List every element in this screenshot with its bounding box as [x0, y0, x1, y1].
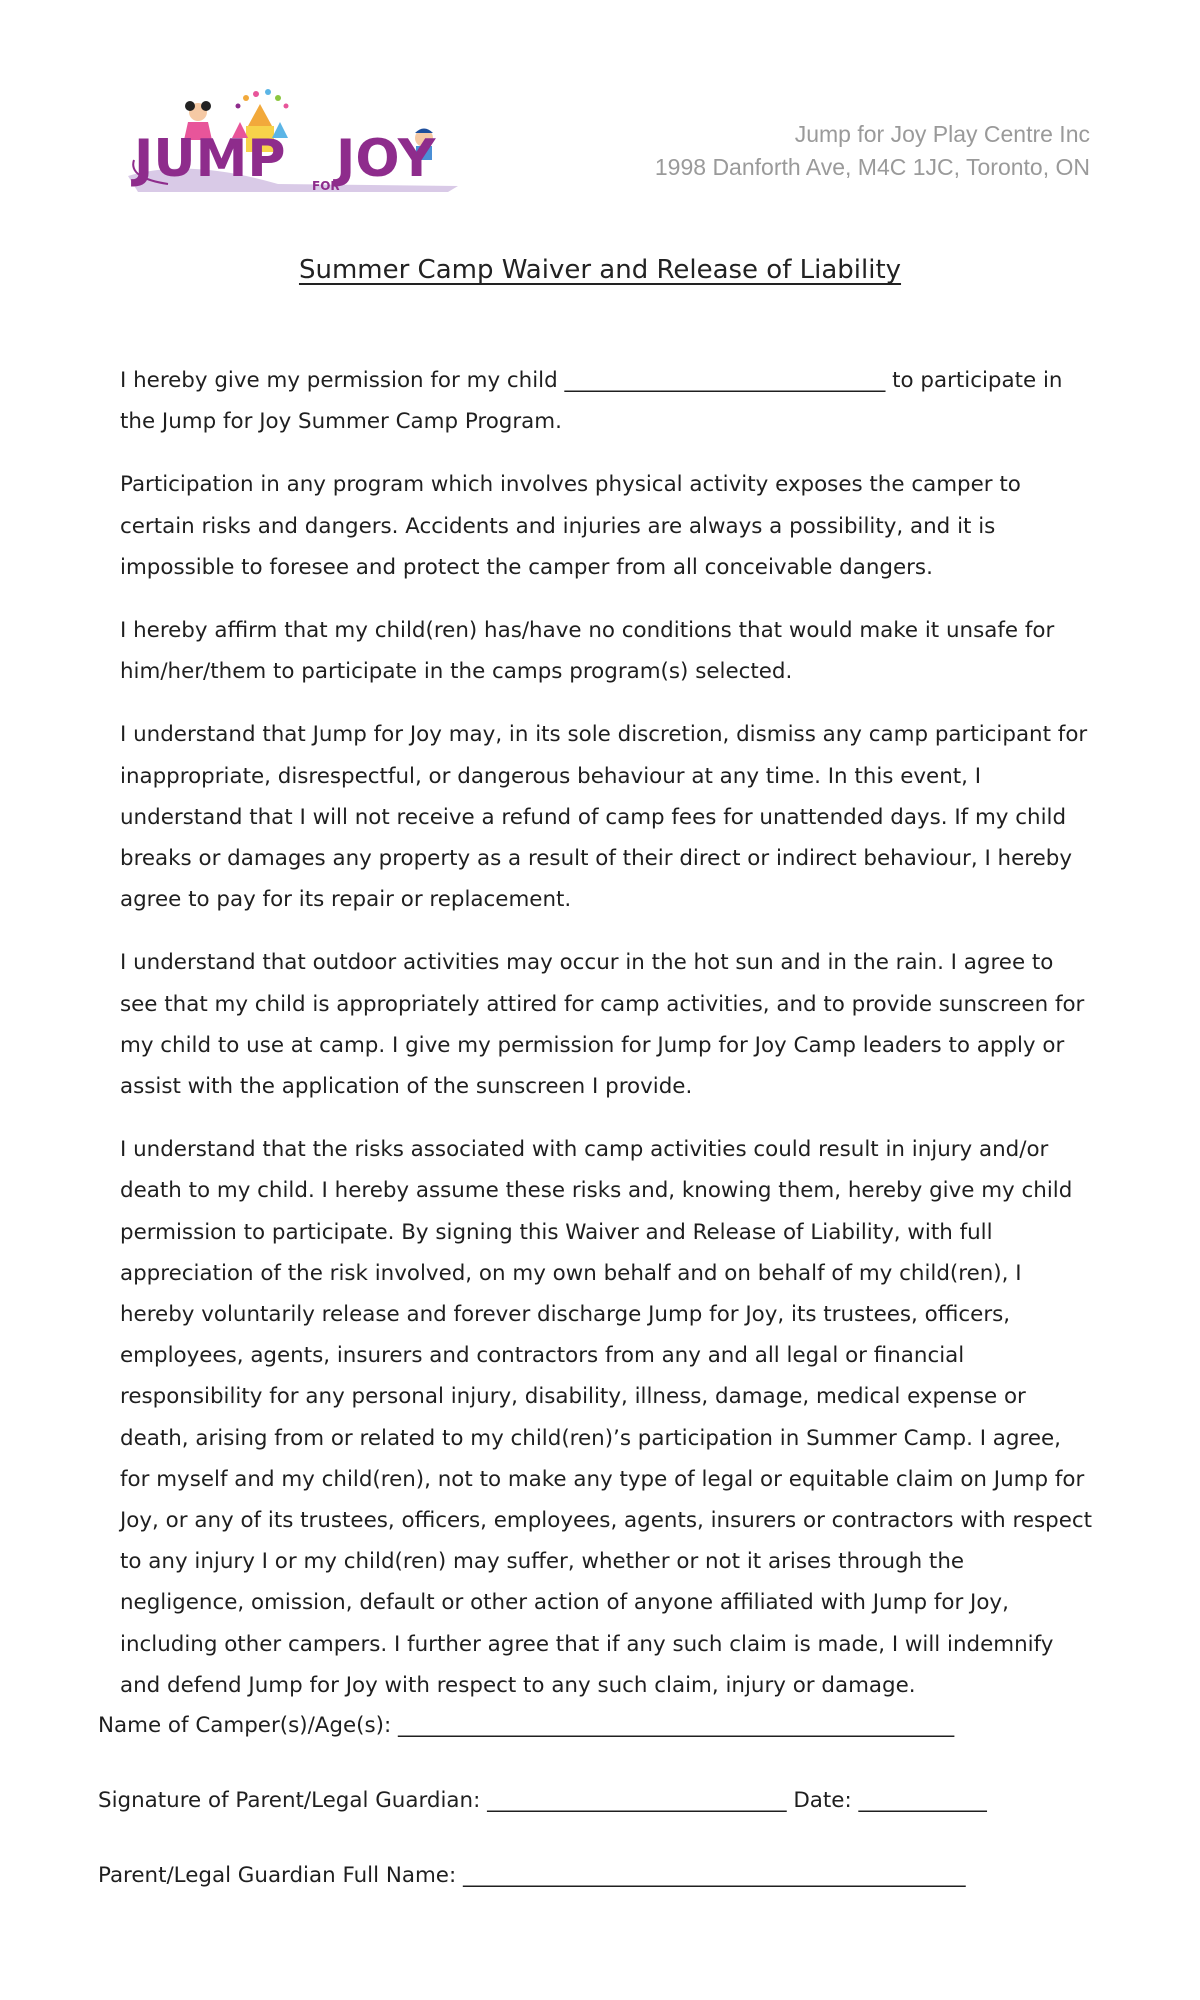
company-info [655, 118, 1090, 184]
paragraph-risks: Participation in any program which involves physical activity exposes the camper to certain risks and dangers. Accidents and injuries are always a possibility, and it is impossible to foresee and protect the camper from all conceivable dangers. [120, 472, 1021, 580]
company-address: 1998 Danforth Ave, M4C 1JC, Toronto, ON [654, 154, 1090, 180]
paragraph-dismissal-policy: I understand that Jump for Joy may, in its sole discretion, dismiss any camp participant for inappropriate, disrespectful, or dangerous behaviour at any time. In this event, I understand that I will not receive a refund of camp fees for unattended days. If my child breaks or damages any property as a result of their direct or indirect behaviour, I hereby agree to pay for its repair or replacement. [120, 722, 1088, 913]
logo-word-jump: JUMP [134, 129, 286, 189]
logo-word-for: FOR [312, 179, 340, 193]
waiver-body [120, 360, 1095, 1728]
paragraph-release-of-liability: I understand that the risks associated with camp activities could result in injury and/or death to my child. I hereby assume these risks and, knowing them, hereby give my child permission to participate. By signing this Waiver and Release of Liability, with full appreciation of the risk involved, on my own behalf and on behalf of my child(ren), I hereby voluntarily release and forever discharge Jump for Joy, its trustees, officers, employees, agents, insurers and contractors from any and all legal or financial responsibility for any personal injury, disability, illness, damage, medical expense or death, arising from or related to my child(ren)’s participation in Summer Camp. I agree, for myself and my child(ren), not to make any type of legal or equitable claim on Jump for Joy, or any of its trustees, officers, employees, agents, insurers or contractors with respect to any injury I or my child(ren) may suffer, whether or not it arises through the negligence, omission, default or other action of anyone affiliated with Jump for Joy, including other campers. I further agree that if any such claim is made, I will indemnify and defend Jump for Joy with respect to any such claim, injury or damage. [120, 1137, 1093, 1698]
logo-word-joy: JOY [336, 129, 436, 189]
jump-for-joy-logo [128, 88, 468, 200]
guardian-signature-date-field[interactable]: Signature of Parent/Legal Guardian: ____________________________ Date: ____________ [98, 1788, 987, 1813]
guardian-full-name-field[interactable]: Parent/Legal Guardian Full Name: _______________________________________________ [98, 1863, 966, 1888]
document-title: Summer Camp Waiver and Release of Liability [298, 255, 902, 285]
company-name: Jump for Joy Play Centre Inc [794, 121, 1090, 147]
logo-graphic [128, 88, 468, 200]
paragraph-outdoor-sunscreen: I understand that outdoor activities may occur in the hot sun and in the rain. I agree to see that my child is appropriately attired for camp activities, and to provide sunscreen for my child to use at camp. I give my permission for Jump for Joy Camp leaders to apply or assist with the application of the sunscreen I provide. [120, 950, 1085, 1100]
paragraph-health-affirmation: I hereby affirm that my child(ren) has/have no conditions that would make it unsafe for him/her/them to participate in the camps program(s) selected. [120, 618, 1055, 685]
camper-name-age-field[interactable]: Name of Camper(s)/Age(s): ____________________________________________________ [98, 1713, 955, 1738]
signature-fields [98, 1713, 1098, 1938]
paragraph-permission: I hereby give my permission for my child ______________________________ to participate in the Jump for Joy Summer Camp Program. [120, 368, 1063, 435]
